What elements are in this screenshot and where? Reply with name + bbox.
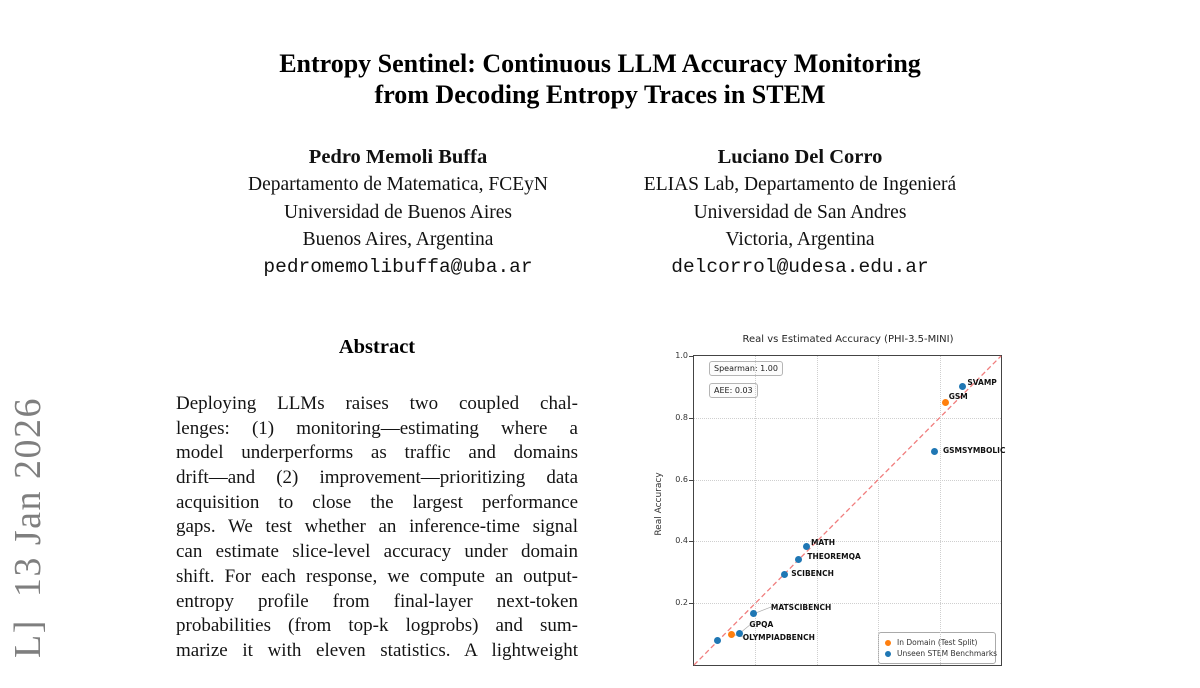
chart-title: Real vs Estimated Accuracy (PHI-3.5-MINI): [742, 334, 954, 345]
stats-box-aee: AEE: 0.03: [709, 383, 758, 398]
data-point-label: OLYMPIADBENCH: [742, 633, 815, 643]
y-tick-label: 0.2: [675, 598, 688, 608]
author-affiliation: Buenos Aires, Argentina: [302, 229, 494, 251]
author-affiliation: Universidad de Buenos Aires: [283, 201, 512, 223]
y-tick-label: 0.8: [675, 412, 688, 422]
author-name: Pedro Memoli Buffa: [308, 146, 488, 168]
y-tick-label: 0.4: [675, 536, 688, 546]
abstract-line: can estimate slice-level accuracy under domain: [176, 541, 578, 563]
abstract-line: lenges: (1) monitoring—estimating where a: [176, 417, 578, 439]
abstract-line: model underperforms as traffic and domains: [176, 442, 578, 464]
data-point-label: MATH: [810, 538, 836, 548]
y-tick-mark: [689, 603, 693, 604]
author-block-2: [580, 144, 1020, 281]
y-tick-mark: [689, 480, 693, 481]
data-point-label: MATSCIBENCH: [770, 602, 832, 612]
y-tick-mark: [689, 356, 693, 357]
chart-plot-area: [693, 355, 1006, 666]
y-tick-label: 0.6: [675, 474, 688, 484]
author-block-1: [178, 144, 618, 281]
stats-box-spearman: Spearman: 1.00: [709, 361, 783, 376]
data-point: [795, 556, 802, 563]
data-point-label: SCIBENCH: [791, 569, 834, 579]
paper-title: [0, 48, 1200, 110]
abstract-line: marize it with eleven statistics. A lightweight: [176, 639, 578, 661]
identity-line-svg: [694, 356, 1001, 665]
title-line-2: from Decoding Entropy Traces in STEM: [374, 80, 826, 109]
legend-label: Unseen STEM Benchmarks: [897, 649, 998, 658]
legend-label: In Domain (Test Split): [897, 638, 978, 647]
abstract-line: shift. For each response, we compute an output-: [176, 565, 578, 587]
abstract-section: [176, 336, 578, 664]
y-tick-label: 1.0: [675, 351, 688, 360]
data-point-label: GSM: [948, 392, 968, 402]
abstract-line: drift—and (2) improvement—prioritizing data: [176, 467, 578, 489]
data-point: [781, 571, 788, 578]
data-point-label: GPQA: [749, 620, 774, 630]
chart-y-axis-label: Real Accuracy: [654, 472, 664, 536]
data-point-label: GSMSYMBOLIC: [942, 445, 1006, 455]
data-point: [728, 631, 735, 638]
author-affiliation: Victoria, Argentina: [725, 229, 875, 251]
abstract-line: probabilities (from top-k logprobs) and sum-: [176, 615, 578, 637]
y-tick-mark: [689, 541, 693, 542]
author-email: delcorrol@udesa.edu.ar: [671, 255, 929, 278]
abstract-line: Deploying LLMs raises two coupled chal-: [176, 393, 578, 414]
author-affiliation: Departamento de Matematica, FCEyN: [248, 174, 548, 196]
abstract-line: entropy profile from final-layer next-token: [176, 590, 578, 612]
abstract-text: [176, 392, 578, 664]
author-affiliation: ELIAS Lab, Departamento de Ingenierá: [643, 174, 957, 196]
y-tick-mark: [689, 418, 693, 419]
data-point: [714, 637, 721, 644]
data-point-label: THEOREMQA: [807, 552, 861, 561]
abstract-heading: Abstract: [338, 336, 416, 358]
author-affiliation: Universidad de San Andres: [693, 201, 907, 223]
title-line-1: Entropy Sentinel: Continuous LLM Accuracy Monitoring: [279, 49, 921, 78]
arxiv-watermark: L] 13 Jan 2026: [7, 396, 49, 658]
abstract-line: gaps. We test whether an inference-time signal: [176, 516, 578, 538]
author-email: pedromemolibuffa@uba.ar: [263, 255, 533, 278]
data-point-label: SVAMP: [967, 377, 997, 387]
data-point: [736, 630, 743, 637]
author-name: Luciano Del Corro: [717, 146, 883, 168]
abstract-line: acquisition to close the largest performance: [176, 491, 578, 513]
